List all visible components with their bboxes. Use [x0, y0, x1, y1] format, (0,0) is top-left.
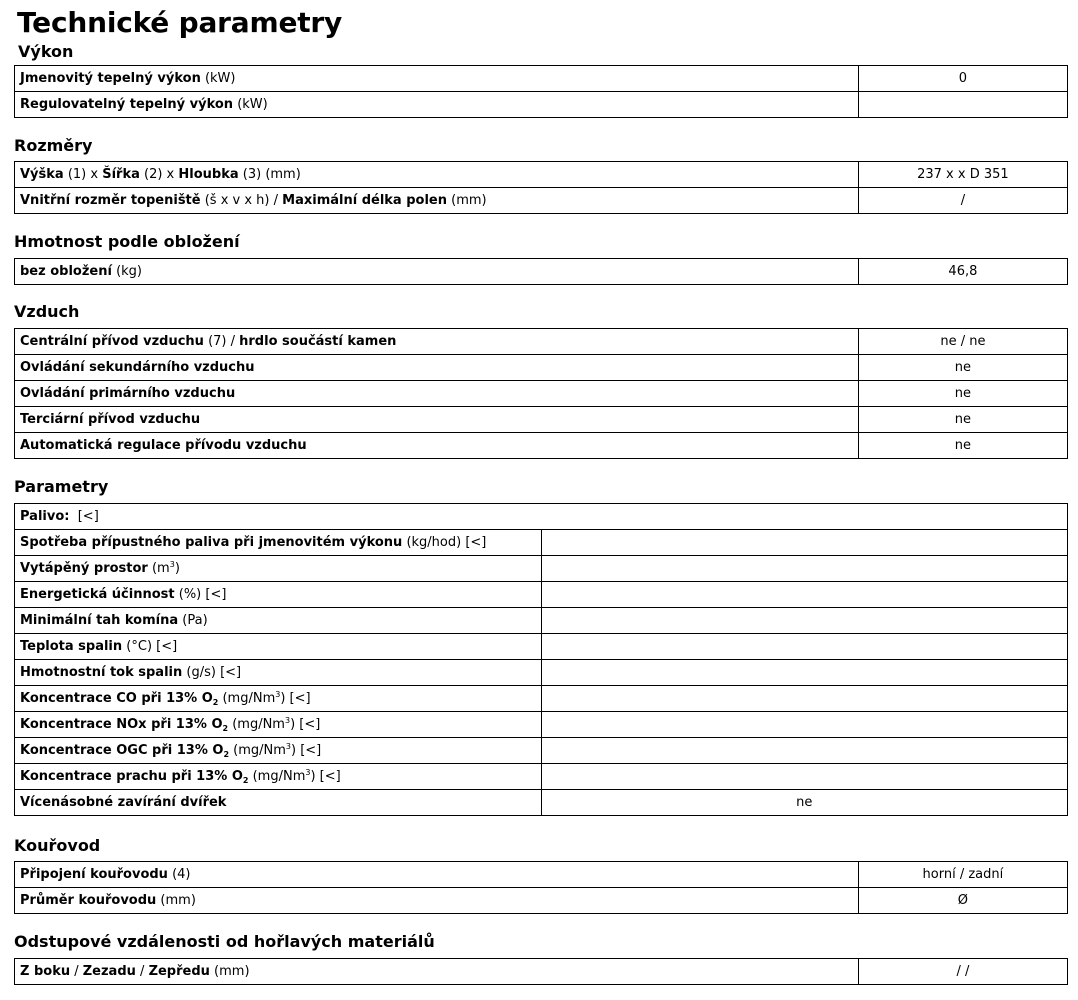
superscript: 3	[305, 767, 311, 777]
row-unit: (mm)	[209, 963, 250, 979]
row-value: ne	[858, 381, 1067, 407]
row-label: Průměr kouřovodu	[20, 892, 157, 908]
table-row	[15, 959, 1068, 985]
row-value: /	[858, 188, 1067, 214]
row-unit: (kW)	[200, 70, 236, 86]
row-value	[541, 764, 1068, 790]
row-label: Minimální tah komína	[20, 612, 179, 628]
row-label: Koncentrace NOx při 13% O	[20, 716, 223, 732]
row-label: Automatická regulace přívodu vzduchu	[20, 437, 307, 453]
row-label: Energetická účinnost	[20, 586, 175, 602]
separator: /	[70, 963, 83, 979]
row-label: Centrální přívod vzduchu	[20, 333, 204, 349]
table-row	[15, 556, 1068, 582]
row-value: / /	[858, 959, 1067, 985]
row-label: Zepředu	[148, 963, 210, 979]
row-unit: (%) [<]	[174, 586, 227, 602]
row-value	[541, 686, 1068, 712]
table-row	[15, 329, 1068, 355]
table-row	[15, 862, 1068, 888]
row-unit: ) [<]	[290, 716, 321, 732]
section-heading-odstupy: Odstupové vzdálenosti od hořlavých materiálů	[14, 932, 435, 951]
table-row	[15, 188, 1068, 214]
row-unit: )	[174, 560, 180, 576]
row-label: Zezadu	[82, 963, 136, 979]
row-value: 46,8	[858, 259, 1067, 285]
row-unit: (°C) [<]	[122, 638, 178, 654]
row-label: Koncentrace prachu při 13% O	[20, 768, 243, 784]
table-row	[15, 888, 1068, 914]
row-label: Z boku	[20, 963, 71, 979]
row-label: Ovládání primárního vzduchu	[20, 385, 236, 401]
row-label: Ovládání sekundárního vzduchu	[20, 359, 255, 375]
subscript: 2	[212, 697, 219, 707]
superscript: 3	[284, 715, 291, 725]
row-unit: (Pa)	[178, 612, 208, 628]
table-row	[15, 355, 1068, 381]
subscript: 2	[222, 723, 229, 733]
row-value: 0	[858, 66, 1067, 92]
table-row	[15, 407, 1068, 433]
row-label: bez obložení	[20, 263, 112, 279]
row-unit: (š x v x h) /	[200, 192, 283, 208]
page-title: Technické parametry	[17, 6, 343, 39]
row-value	[541, 582, 1068, 608]
table-row	[15, 259, 1068, 285]
table-row	[15, 608, 1068, 634]
row-unit: ) [<]	[291, 742, 322, 758]
table-row	[15, 738, 1068, 764]
row-label: Palivo:	[20, 508, 70, 524]
row-unit: (1) x	[63, 166, 103, 182]
row-unit: ) [<]	[310, 768, 341, 784]
row-label: Koncentrace OGC při 13% O	[20, 742, 224, 758]
row-label: Vícenásobné zavírání dvířek	[20, 794, 227, 810]
row-value: ne / ne	[858, 329, 1067, 355]
row-unit: (mm)	[447, 192, 487, 208]
section-heading-vzduch: Vzduch	[14, 302, 80, 321]
table-odstupy	[14, 958, 1068, 985]
row-label: Hmotnostní tok spalin	[20, 664, 183, 680]
table-row	[15, 712, 1068, 738]
row-value	[541, 712, 1068, 738]
section-heading-parametry: Parametry	[14, 477, 109, 496]
table-row	[15, 92, 1068, 118]
table-row	[15, 660, 1068, 686]
table-parametry	[14, 503, 1068, 816]
row-value	[541, 530, 1068, 556]
table-rozmery	[14, 161, 1068, 214]
row-label: Šířka	[102, 166, 140, 182]
row-label: Maximální délka polen	[282, 192, 447, 208]
table-row	[15, 790, 1068, 816]
row-label: hrdlo součástí kamen	[239, 333, 397, 349]
row-unit: (3) (mm)	[238, 166, 301, 182]
superscript: 3	[275, 689, 281, 699]
row-unit: (kg)	[111, 263, 142, 279]
row-unit: (2) x	[139, 166, 179, 182]
row-value	[541, 738, 1068, 764]
row-unit: (kW)	[233, 96, 268, 112]
subscript: 2	[223, 749, 230, 759]
row-suffix: [<]	[69, 508, 99, 524]
superscript: 3	[169, 559, 175, 569]
row-unit: (4)	[167, 866, 191, 882]
subscript: 2	[242, 775, 249, 785]
row-value	[541, 634, 1068, 660]
row-unit: (mm)	[156, 892, 196, 908]
section-heading-kourovod: Kouřovod	[14, 836, 101, 855]
row-value: ne	[858, 407, 1067, 433]
table-row	[15, 433, 1068, 459]
row-value: ne	[858, 433, 1067, 459]
section-heading-hmotnost: Hmotnost podle obložení	[14, 232, 240, 251]
row-unit: (mg/Nm	[248, 768, 306, 784]
row-value: horní / zadní	[858, 862, 1067, 888]
table-kourovod	[14, 861, 1068, 914]
row-unit: (kg/hod) [<]	[402, 534, 487, 550]
row-unit: (m	[147, 560, 170, 576]
table-row	[15, 162, 1068, 188]
section-heading-vykon: Výkon	[18, 42, 74, 61]
row-value: Ø	[858, 888, 1067, 914]
row-label: Vnitřní rozměr topeniště	[20, 192, 201, 208]
row-label: Koncentrace CO při 13% O	[20, 690, 213, 706]
row-value: ne	[541, 790, 1068, 816]
row-unit: (mg/Nm	[228, 716, 285, 732]
row-value	[541, 660, 1068, 686]
row-label: Vytápěný prostor	[20, 560, 148, 576]
table-row	[15, 686, 1068, 712]
row-label: Výška	[20, 166, 64, 182]
row-unit: (g/s) [<]	[182, 664, 242, 680]
row-label: Terciární přívod vzduchu	[20, 411, 201, 427]
row-value: ne	[858, 355, 1067, 381]
row-label: Připojení kouřovodu	[20, 866, 168, 882]
table-row	[15, 582, 1068, 608]
row-value	[541, 608, 1068, 634]
row-label: Regulovatelný tepelný výkon	[20, 96, 234, 112]
table-hmotnost	[14, 258, 1068, 285]
row-label: Teplota spalin	[20, 638, 123, 654]
table-row	[15, 764, 1068, 790]
row-unit: (7) /	[203, 333, 240, 349]
table-row	[15, 504, 1068, 530]
table-vykon	[14, 65, 1068, 118]
row-value	[541, 556, 1068, 582]
table-row	[15, 634, 1068, 660]
table-row	[15, 530, 1068, 556]
section-heading-rozmery: Rozměry	[14, 136, 93, 155]
row-value	[858, 92, 1067, 118]
row-label: Hloubka	[178, 166, 239, 182]
table-row	[15, 381, 1068, 407]
table-vzduch	[14, 328, 1068, 459]
superscript: 3	[285, 741, 291, 751]
row-value: 237 x x D 351	[858, 162, 1067, 188]
row-unit: ) [<]	[280, 690, 311, 706]
row-unit: (mg/Nm	[218, 690, 276, 706]
table-row	[15, 66, 1068, 92]
row-label: Spotřeba přípustného paliva při jmenovitém výkonu	[20, 534, 403, 550]
row-unit: (mg/Nm	[229, 742, 286, 758]
row-label: Jmenovitý tepelný výkon	[20, 70, 201, 86]
separator: /	[135, 963, 149, 979]
